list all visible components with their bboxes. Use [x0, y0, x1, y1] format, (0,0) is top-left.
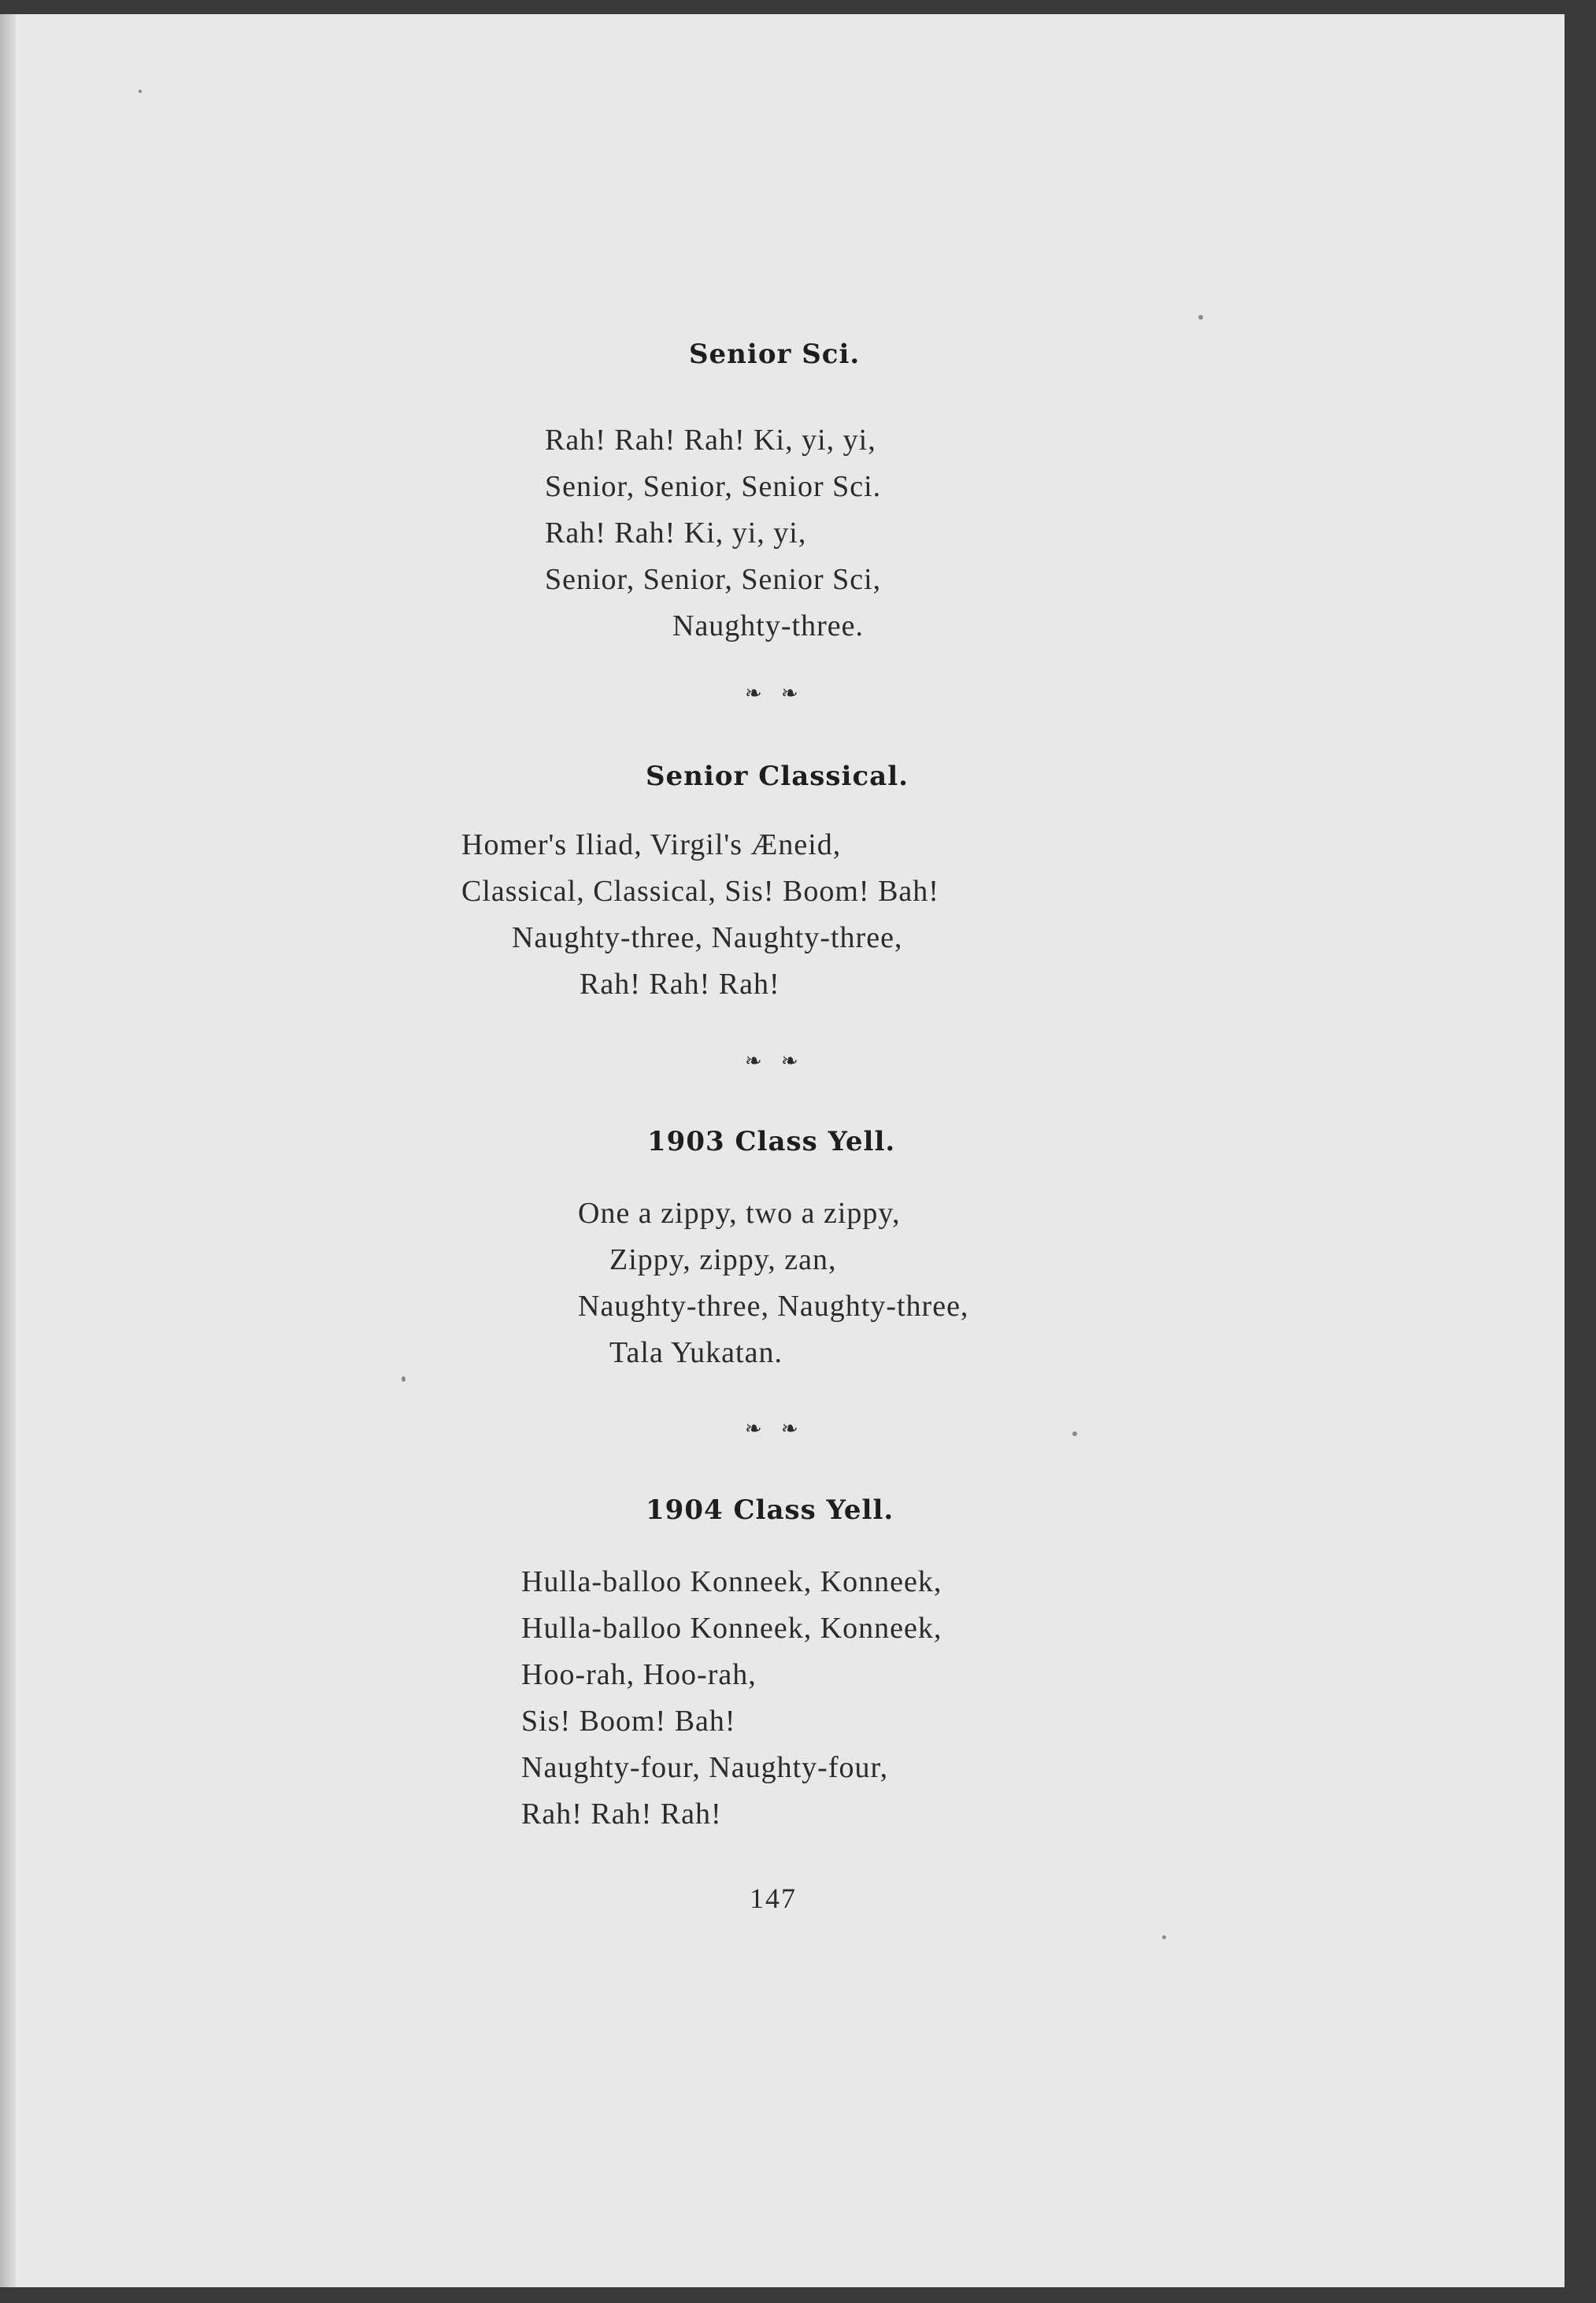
verse-line: Rah! Rah! Ki, yi, yi,	[545, 517, 807, 550]
verse-line: Naughty-three, Naughty-three,	[512, 921, 903, 954]
paper-speck	[402, 1376, 405, 1382]
paper-speck	[1072, 1431, 1077, 1436]
verse-line: Senior, Senior, Senior Sci,	[545, 563, 882, 596]
section-heading-senior-classical: Senior Classical.	[646, 761, 909, 792]
verse-line: Hulla-balloo Konneek, Konneek,	[521, 1612, 942, 1645]
verse-line: Homer's Iliad, Virgil's Æneid,	[461, 828, 842, 861]
verse-line: One a zippy, two a zippy,	[578, 1197, 901, 1230]
verse-line: Rah! Rah! Rah!	[521, 1798, 722, 1831]
verse-line: Hulla-balloo Konneek, Konneek,	[521, 1565, 942, 1598]
fleuron-ornament: ❧ ❧	[745, 1417, 805, 1441]
verse-1904-class-yell	[521, 1559, 942, 1838]
page-gutter	[0, 14, 16, 2287]
verse-senior-classical	[461, 822, 939, 1008]
paper-speck	[139, 90, 142, 93]
section-heading-senior-sci: Senior Sci.	[689, 339, 861, 370]
verse-line: Naughty-four, Naughty-four,	[521, 1751, 889, 1784]
paper-speck	[1162, 1935, 1166, 1939]
verse-line: Naughty-three.	[672, 609, 864, 642]
verse-senior-sci	[545, 417, 881, 650]
verse-line: Sis! Boom! Bah!	[521, 1705, 736, 1738]
verse-line: Rah! Rah! Rah!	[580, 968, 780, 1001]
verse-line: Classical, Classical, Sis! Boom! Bah!	[461, 875, 939, 908]
paper-speck	[1198, 315, 1203, 320]
verse-line: Naughty-three, Naughty-three,	[578, 1290, 969, 1323]
verse-line: Senior, Senior, Senior Sci.	[545, 470, 882, 503]
verse-1903-class-yell	[578, 1190, 968, 1376]
page-number: 147	[750, 1883, 797, 1914]
fleuron-ornament: ❧ ❧	[745, 1050, 805, 1073]
fleuron-ornament: ❧ ❧	[745, 682, 805, 705]
verse-line: Rah! Rah! Rah! Ki, yi, yi,	[545, 424, 876, 457]
verse-line: Zippy, zippy, zan,	[609, 1243, 837, 1276]
section-heading-1903-class-yell: 1903 Class Yell.	[647, 1126, 896, 1157]
verse-line: Tala Yukatan.	[609, 1336, 783, 1369]
verse-line: Hoo-rah, Hoo-rah,	[521, 1658, 757, 1691]
scan-bottom-edge	[0, 2287, 1596, 2303]
section-heading-1904-class-yell: 1904 Class Yell.	[646, 1494, 894, 1526]
